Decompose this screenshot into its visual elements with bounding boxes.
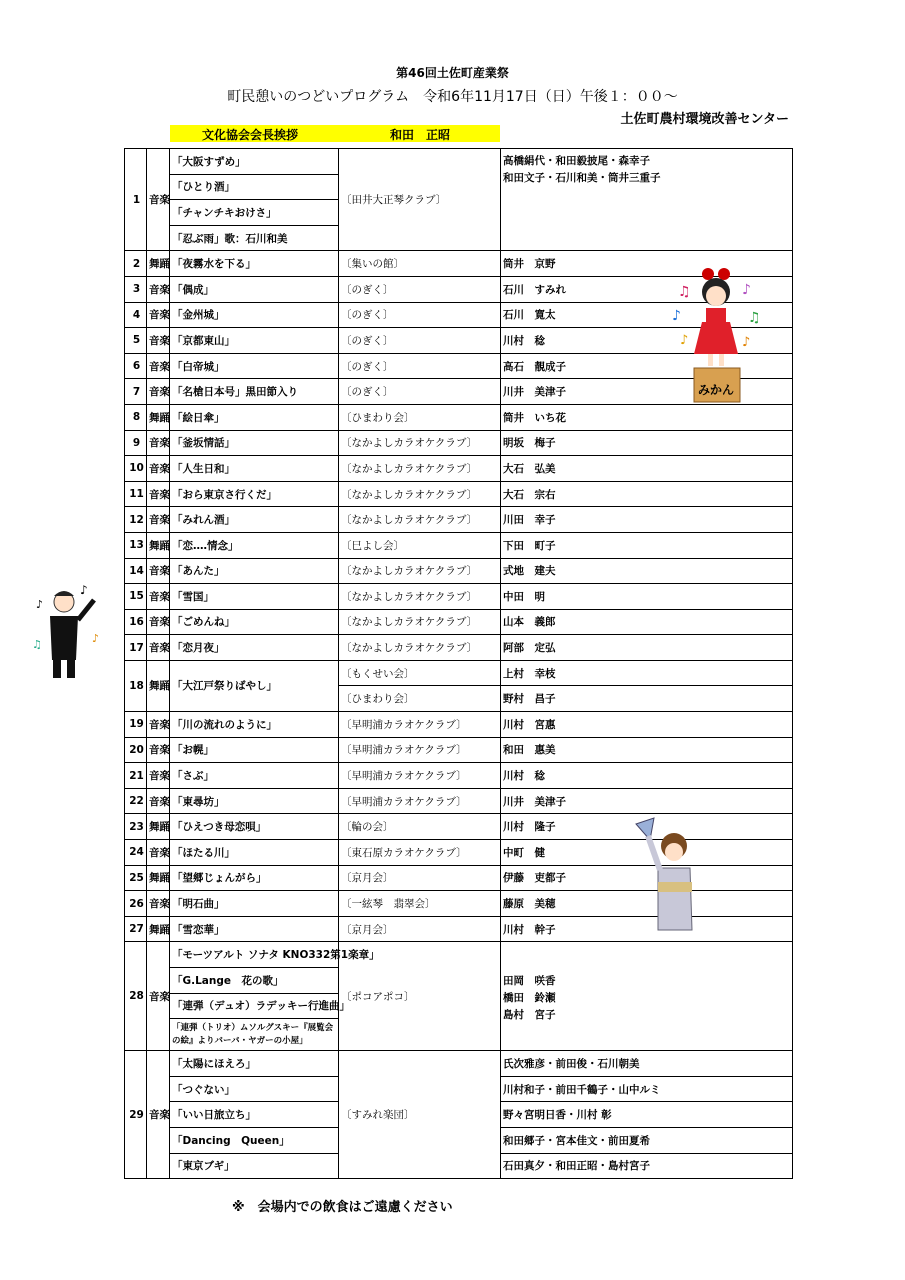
item-number: 13 [125, 532, 147, 558]
item-category: 音楽 [147, 456, 170, 482]
song-title: 「大江戸祭りばやし」 [170, 660, 339, 711]
greeting-banner [170, 125, 500, 142]
group-name: 〔なかよしカラオケクラブ〕 [339, 558, 501, 584]
program-row [125, 558, 793, 584]
performer-name: 筒井 京野 [501, 251, 793, 277]
song-title: 「連弾（トリオ）ムソルグスキー『展覧会の絵』よりバーバ・ヤガーの小屋」 [170, 1019, 339, 1051]
performer-name: 中田 明 [501, 584, 793, 610]
group-name: 〔なかよしカラオケクラブ〕 [339, 609, 501, 635]
item-number: 4 [125, 302, 147, 328]
song-title: 「雪恋華」 [170, 916, 339, 942]
group-name: 〔早明浦カラオケクラブ〕 [339, 712, 501, 738]
item-category: 音楽 [147, 379, 170, 405]
item-number: 7 [125, 379, 147, 405]
item-number: 12 [125, 507, 147, 533]
music-note-icon: ♪ [36, 598, 44, 611]
song-title: 「釜坂情話」 [170, 430, 339, 456]
item-category: 舞踊 [147, 532, 170, 558]
performer-name: 野々宮明日香・川村 彰 [501, 1102, 793, 1128]
song-title: 「ごめんね」 [170, 609, 339, 635]
music-note-icon: ♫ [748, 310, 761, 326]
song-title: 「ひえつき母恋唄」 [170, 814, 339, 840]
song-title: 「モーツアルト ソナタ KNO332第1楽章」 [170, 942, 339, 968]
music-note-icon: ♪ [672, 308, 681, 324]
performer-name: 和田 惠美 [501, 737, 793, 763]
item-category: 舞踊 [147, 865, 170, 891]
item-category: 音楽 [147, 1051, 170, 1179]
group-name: 〔輪の会〕 [339, 814, 501, 840]
item-category: 舞踊 [147, 660, 170, 711]
performer-name: 川村 稔 [501, 328, 793, 354]
performer-name: 野村 昌子 [501, 686, 793, 712]
group-name: 〔ひまわり会〕 [339, 404, 501, 430]
performer-name: 高橋絹代・和田毅披尾・森幸子 [503, 155, 650, 167]
group-name: 〔もくせい会〕 [339, 660, 501, 686]
performer-name: 明坂 梅子 [501, 430, 793, 456]
item-number: 2 [125, 251, 147, 277]
song-title: 「お幌」 [170, 737, 339, 763]
song-title: 「大阪すずめ」 [170, 149, 339, 175]
program-row [125, 737, 793, 763]
item-category: 音楽 [147, 507, 170, 533]
program-row [125, 660, 793, 686]
item-category: 音楽 [147, 942, 170, 1051]
item-category: 音楽 [147, 712, 170, 738]
program-row [125, 404, 793, 430]
performer-name: 下田 町子 [501, 532, 793, 558]
group-name: 〔集いの館〕 [339, 251, 501, 277]
song-title: 「恋月夜」 [170, 635, 339, 661]
group-name: 〔巳よし会〕 [339, 532, 501, 558]
performer-name: 島村 宮子 [503, 1008, 556, 1021]
music-note-icon: ♪ [742, 282, 751, 298]
item-number: 10 [125, 456, 147, 482]
item-category: 音楽 [147, 737, 170, 763]
item-category: 舞踊 [147, 916, 170, 942]
song-title: 「白帝城」 [170, 353, 339, 379]
song-title: 「川の流れのように」 [170, 712, 339, 738]
group-name: 〔なかよしカラオケクラブ〕 [339, 584, 501, 610]
group-name: 〔京月会〕 [339, 865, 501, 891]
song-title: 「みれん酒」 [170, 507, 339, 533]
group-name: 〔のぎく〕 [339, 328, 501, 354]
item-category: 舞踊 [147, 404, 170, 430]
group-name: 〔のぎく〕 [339, 302, 501, 328]
greeting-name: 和田 正昭 [390, 128, 451, 142]
song-title: 「忍ぶ雨」歌：石川和美 [170, 225, 339, 251]
group-name: 〔なかよしカラオケクラブ〕 [339, 430, 501, 456]
performer-name: 川井 美津子 [501, 379, 793, 405]
performer-list [501, 149, 793, 251]
item-category: 音楽 [147, 558, 170, 584]
item-number: 8 [125, 404, 147, 430]
song-title: 「絵日傘」 [170, 404, 339, 430]
performer-name: 筒井 いち花 [501, 404, 793, 430]
footer-note: ※ 会場内での飲食はご遠慮ください [232, 1200, 453, 1215]
performer-name: 石川 寛太 [501, 302, 793, 328]
music-note-icon: ♪ [92, 632, 100, 645]
item-number: 6 [125, 353, 147, 379]
group-name: 〔なかよしカラオケクラブ〕 [339, 456, 501, 482]
performer-name: 高石 靚成子 [501, 353, 793, 379]
item-category: 音楽 [147, 302, 170, 328]
item-number: 22 [125, 788, 147, 814]
item-category: 舞踊 [147, 814, 170, 840]
song-title: 「雪国」 [170, 584, 339, 610]
song-title: 「夜霧水を下る」 [170, 251, 339, 277]
item-category: 音楽 [147, 149, 170, 251]
item-number: 17 [125, 635, 147, 661]
song-title: 「金州城」 [170, 302, 339, 328]
performer-name: 式地 建夫 [501, 558, 793, 584]
item-category: 音楽 [147, 609, 170, 635]
item-category: 音楽 [147, 840, 170, 866]
song-title: 「人生日和」 [170, 456, 339, 482]
song-title: 「東京ブギ」 [170, 1153, 339, 1179]
group-name: 〔京月会〕 [339, 916, 501, 942]
song-title: 「太陽にほえろ」 [170, 1051, 339, 1077]
song-title: 「チャンチキおけさ」 [170, 200, 339, 226]
song-title: 「あんた」 [170, 558, 339, 584]
program-row [125, 942, 793, 968]
box-label: みかん [698, 383, 735, 397]
item-category: 舞踊 [147, 251, 170, 277]
song-title: 「ほたる川」 [170, 840, 339, 866]
item-number: 28 [125, 942, 147, 1051]
program-row [125, 507, 793, 533]
program-row [125, 481, 793, 507]
item-number: 9 [125, 430, 147, 456]
group-name: 〔早明浦カラオケクラブ〕 [339, 737, 501, 763]
song-title: 「連弾（デュオ）ラデッキー行進曲」 [170, 993, 339, 1019]
item-number: 16 [125, 609, 147, 635]
song-title: 「恋‥‥情念」 [170, 532, 339, 558]
performer-name: 中町 健 [501, 840, 793, 866]
item-category: 音楽 [147, 328, 170, 354]
performer-name: 伊藤 吏都子 [501, 865, 793, 891]
group-name: 〔なかよしカラオケクラブ〕 [339, 507, 501, 533]
item-number: 25 [125, 865, 147, 891]
music-note-icon: ♪ [680, 333, 689, 348]
group-name: 〔ポコアポコ〕 [339, 942, 501, 1051]
performer-name: 上村 幸枝 [501, 660, 793, 686]
performer-name: 川村 隆子 [501, 814, 793, 840]
group-name: 〔のぎく〕 [339, 379, 501, 405]
program-row [125, 763, 793, 789]
group-name: 〔なかよしカラオケクラブ〕 [339, 481, 501, 507]
greeting-label: 文化協会会長挨拶 [202, 128, 299, 142]
item-number: 5 [125, 328, 147, 354]
performer-name: 大石 弘美 [501, 456, 793, 482]
music-note-icon: ♪ [80, 583, 88, 597]
song-title: 「つぐない」 [170, 1076, 339, 1102]
music-note-icon: ♫ [32, 638, 42, 651]
group-name: 〔ひまわり会〕 [339, 686, 501, 712]
group-name: 〔早明浦カラオケクラブ〕 [339, 788, 501, 814]
performer-name: 山本 義郎 [501, 609, 793, 635]
group-name: 〔東石原カラオケクラブ〕 [339, 840, 501, 866]
program-row [125, 430, 793, 456]
program-row [125, 532, 793, 558]
song-title: 「さぶ」 [170, 763, 339, 789]
group-name: 〔田井大正琴クラブ〕 [339, 149, 501, 251]
item-number: 15 [125, 584, 147, 610]
song-title: 「偶成」 [170, 276, 339, 302]
item-number: 27 [125, 916, 147, 942]
item-number: 24 [125, 840, 147, 866]
performer-name: 和田郷子・宮本佳文・前田夏希 [501, 1127, 793, 1153]
program-row [125, 788, 793, 814]
song-title: 「ひとり酒」 [170, 174, 339, 200]
group-name: 〔すみれ楽団〕 [339, 1051, 501, 1179]
group-name: 〔早明浦カラオケクラブ〕 [339, 763, 501, 789]
performer-name: 氏次雅彦・前田俊・石川朝美 [501, 1051, 793, 1077]
performer-name: 田岡 咲香 [503, 974, 556, 987]
item-number: 21 [125, 763, 147, 789]
item-category: 音楽 [147, 276, 170, 302]
performer-name: 藤原 美穂 [501, 891, 793, 917]
song-title: 「明石曲」 [170, 891, 339, 917]
song-title: 「東尋坊」 [170, 788, 339, 814]
item-number: 26 [125, 891, 147, 917]
song-title: 「いい日旅立ち」 [170, 1102, 339, 1128]
item-category: 音楽 [147, 891, 170, 917]
item-category: 音楽 [147, 481, 170, 507]
item-number: 29 [125, 1051, 147, 1179]
program-title: 町民憩いのつどいプログラム 令和6年11月17日（日）午後１：００～ [227, 89, 678, 105]
music-note-icon: ♫ [678, 284, 691, 300]
song-title: 「名槍日本号」黒田節入り [170, 379, 339, 405]
program-row [125, 456, 793, 482]
performer-name: 和田文子・石川和美・筒井三重子 [503, 172, 661, 184]
performer-name: 橋田 鈴瀬 [503, 991, 556, 1004]
item-number: 11 [125, 481, 147, 507]
performer-name: 川村和子・前田千鶴子・山中ルミ [501, 1076, 793, 1102]
item-number: 19 [125, 712, 147, 738]
venue: 土佐町農村環境改善センター [620, 112, 789, 127]
performer-name: 川田 幸子 [501, 507, 793, 533]
performer-name: 石川 すみれ [501, 276, 793, 302]
group-name: 〔のぎく〕 [339, 276, 501, 302]
performer-name: 川村 宮惠 [501, 712, 793, 738]
festival-title: 第46回土佐町産業祭 [396, 66, 509, 80]
song-title: 「G.Lange 花の歌」 [170, 968, 339, 994]
group-name: 〔のぎく〕 [339, 353, 501, 379]
music-note-icon: ♪ [742, 335, 751, 350]
item-category: 音楽 [147, 763, 170, 789]
item-category: 音楽 [147, 584, 170, 610]
song-title: 「京都東山」 [170, 328, 339, 354]
program-row [125, 712, 793, 738]
item-category: 音楽 [147, 635, 170, 661]
song-title: 「望郷じょんがら」 [170, 865, 339, 891]
program-row [125, 635, 793, 661]
performer-name: 阿部 定弘 [501, 635, 793, 661]
item-number: 18 [125, 660, 147, 711]
item-number: 1 [125, 149, 147, 251]
item-number: 3 [125, 276, 147, 302]
opera-singer-illustration [32, 580, 104, 682]
item-number: 20 [125, 737, 147, 763]
group-name: 〔一絃琴 翡翠会〕 [339, 891, 501, 917]
item-category: 音楽 [147, 788, 170, 814]
item-category: 音楽 [147, 353, 170, 379]
song-title: 「おら東京さ行くだ」 [170, 481, 339, 507]
program-row [125, 1051, 793, 1077]
performer-name: 川村 稔 [501, 763, 793, 789]
performer-name: 川村 幹子 [501, 916, 793, 942]
performer-list [501, 942, 793, 1051]
program-row [125, 149, 793, 175]
performer-name: 川井 美津子 [501, 788, 793, 814]
performer-name: 石田真夕・和田正昭・島村宮子 [501, 1153, 793, 1179]
item-category: 音楽 [147, 430, 170, 456]
program-row [125, 609, 793, 635]
singing-girl-illustration [672, 262, 772, 404]
group-name: 〔なかよしカラオケクラブ〕 [339, 635, 501, 661]
item-number: 23 [125, 814, 147, 840]
performer-name: 大石 宗右 [501, 481, 793, 507]
song-title: 「Dancing Queen」 [170, 1127, 339, 1153]
kimono-dancer-illustration [628, 818, 698, 934]
program-row [125, 584, 793, 610]
item-number: 14 [125, 558, 147, 584]
